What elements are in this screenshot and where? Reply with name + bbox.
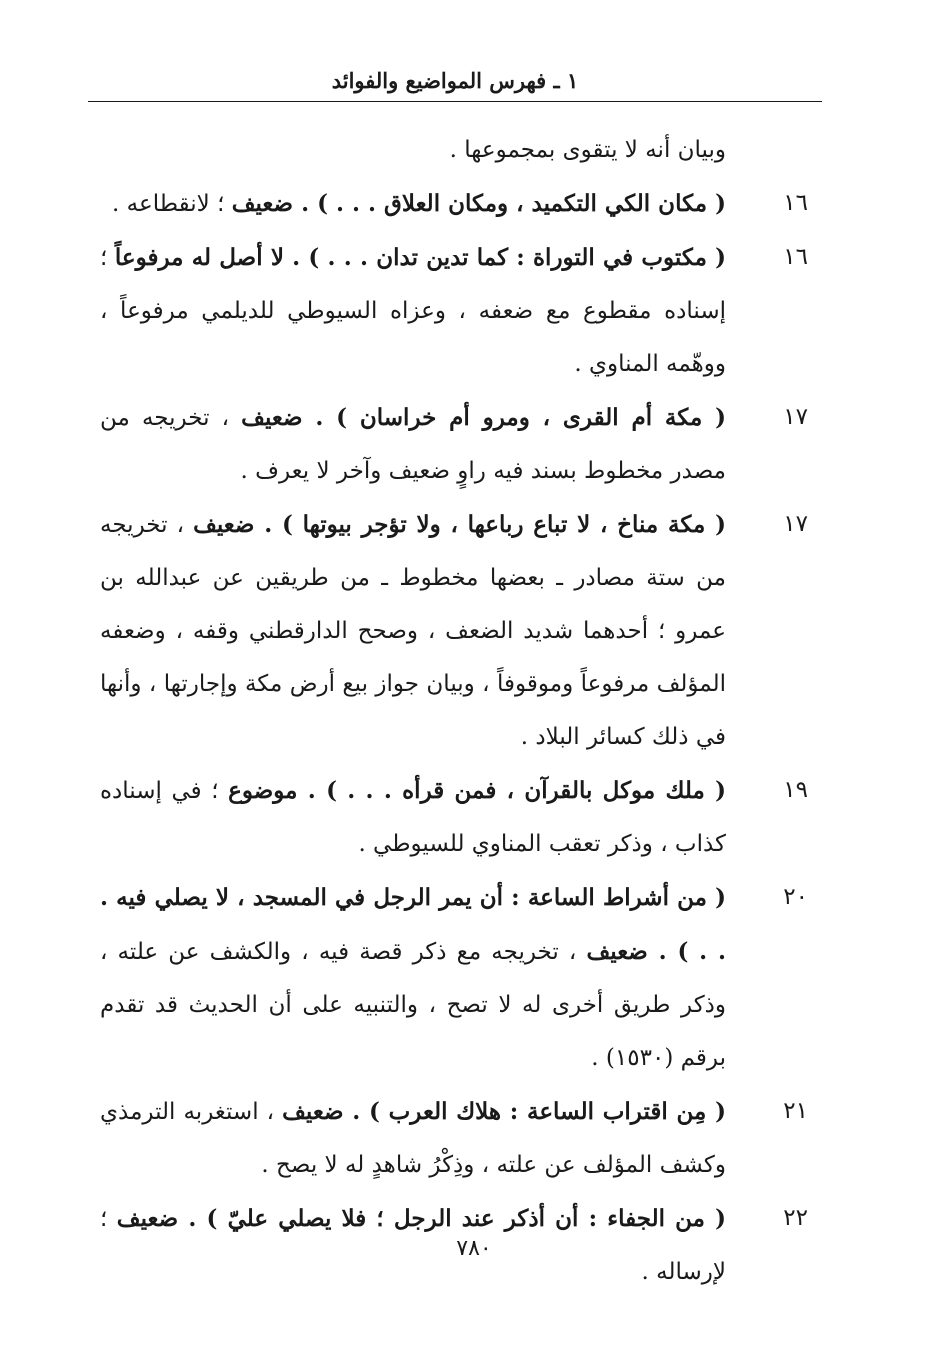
entry-description: ؛ في إسناده كذاب ، وذكر تعقب المناوي للسيوطي .	[100, 778, 726, 857]
continuation-text: وبيان أنه لا يتقوى بمجموعها .	[449, 137, 726, 163]
entry-description: ؛ إسناده مقطوع مع ضعفه ، وعزاه السيوطي للديلمي مرفوعاً ، ووهّمه المناوي .	[100, 245, 726, 377]
entry-page-number: ١٦	[783, 190, 808, 216]
index-entry	[100, 177, 810, 231]
index-entry	[100, 764, 810, 871]
page-number: ٧٨٠	[456, 1236, 492, 1261]
entry-description: ، تخريجه من ستة مصادر ـ بعضها مخطوط ـ من طريقين عن عبدالله بن عمرو ؛ أحدهما شديد الضعف ، وصحح الدارقطني وقفه ، وضعفه المؤلف مرفوعاً وموقوفاً ، وبيان جواز بيع أرض مكة وإجارتها ، وأنها في ذلك كسائر البلاد .	[100, 512, 726, 750]
entry-text	[100, 231, 726, 391]
entry-description: ، تخريجه مع ذكر قصة فيه ، والكشف عن علته ، وذكر طريق أخرى له لا تصح ، والتنبيه على أن الحديث قد تقدم برقم (١٥٣٠) .	[100, 939, 726, 1071]
entry-heading: ( مكتوب في التوراة : كما تدين تدان . . . ) . لا أصل له مرفوعاً	[114, 244, 726, 271]
header-divider	[88, 101, 822, 102]
entry-heading: ( مكان الكي التكميد ، ومكان العلاق . . . ) . ضعيف	[231, 190, 726, 217]
entry-heading: ( من الجفاء : أن أذكر عند الرجل ؛ فلا يصلي عليّ ) . ضعيف	[116, 1205, 727, 1232]
running-header-title: ١ ـ فهرس المواضيع والفوائد	[331, 68, 579, 93]
entry-text	[100, 177, 726, 231]
entry-text	[100, 1085, 726, 1192]
index-entry	[100, 498, 810, 764]
entry-page-number: ٢٠	[783, 884, 808, 910]
entry-description: ؛ لإرساله .	[100, 1206, 726, 1285]
entry-page-number: ١٦	[783, 244, 808, 270]
entry-heading: ( من أشراط الساعة : أن يمر الرجل في المسجد ، لا يصلي فيه . . . ) . ضعيف	[100, 884, 726, 965]
entry-page-number: ١٩	[783, 777, 808, 803]
entry-description: ، استغربه الترمذي وكشف المؤلف عن علته ، وذِكْرُ شاهدٍ له لا يصح .	[100, 1099, 726, 1178]
entry-heading: ( مكة مناخ ، لا تباع رباعها ، ولا تؤجر بيوتها ) . ضعيف	[193, 511, 726, 538]
entry-page-number: ٢١	[783, 1098, 808, 1124]
entry-description: ، تخريجه من مصدر مخطوط بسند فيه راوٍ ضعيف وآخر لا يعرف .	[100, 405, 726, 484]
entry-page-number: ١٧	[783, 404, 808, 430]
entry-text	[100, 871, 726, 1085]
index-body	[100, 124, 810, 1299]
entry-heading: ( مِن اقتراب الساعة : هلاك العرب ) . ضعيف	[282, 1098, 726, 1125]
entry-heading: ( ملك موكل بالقرآن ، فمن قرأه . . . ) . موضوع	[228, 777, 726, 804]
entry-text	[100, 498, 726, 764]
entry-heading: ( مكة أم القرى ، ومرو أم خراسان ) . ضعيف	[241, 404, 726, 431]
index-entry	[100, 231, 810, 391]
index-entry	[100, 391, 810, 498]
index-entry	[100, 1085, 810, 1192]
index-entry	[100, 871, 810, 1085]
entry-page-number: ٢٢	[783, 1205, 808, 1231]
entry-text	[100, 764, 726, 871]
entry-description: ؛ لانقطاعه .	[112, 191, 232, 217]
entry-text	[100, 391, 726, 498]
entry-page-number: ١٧	[783, 511, 808, 537]
